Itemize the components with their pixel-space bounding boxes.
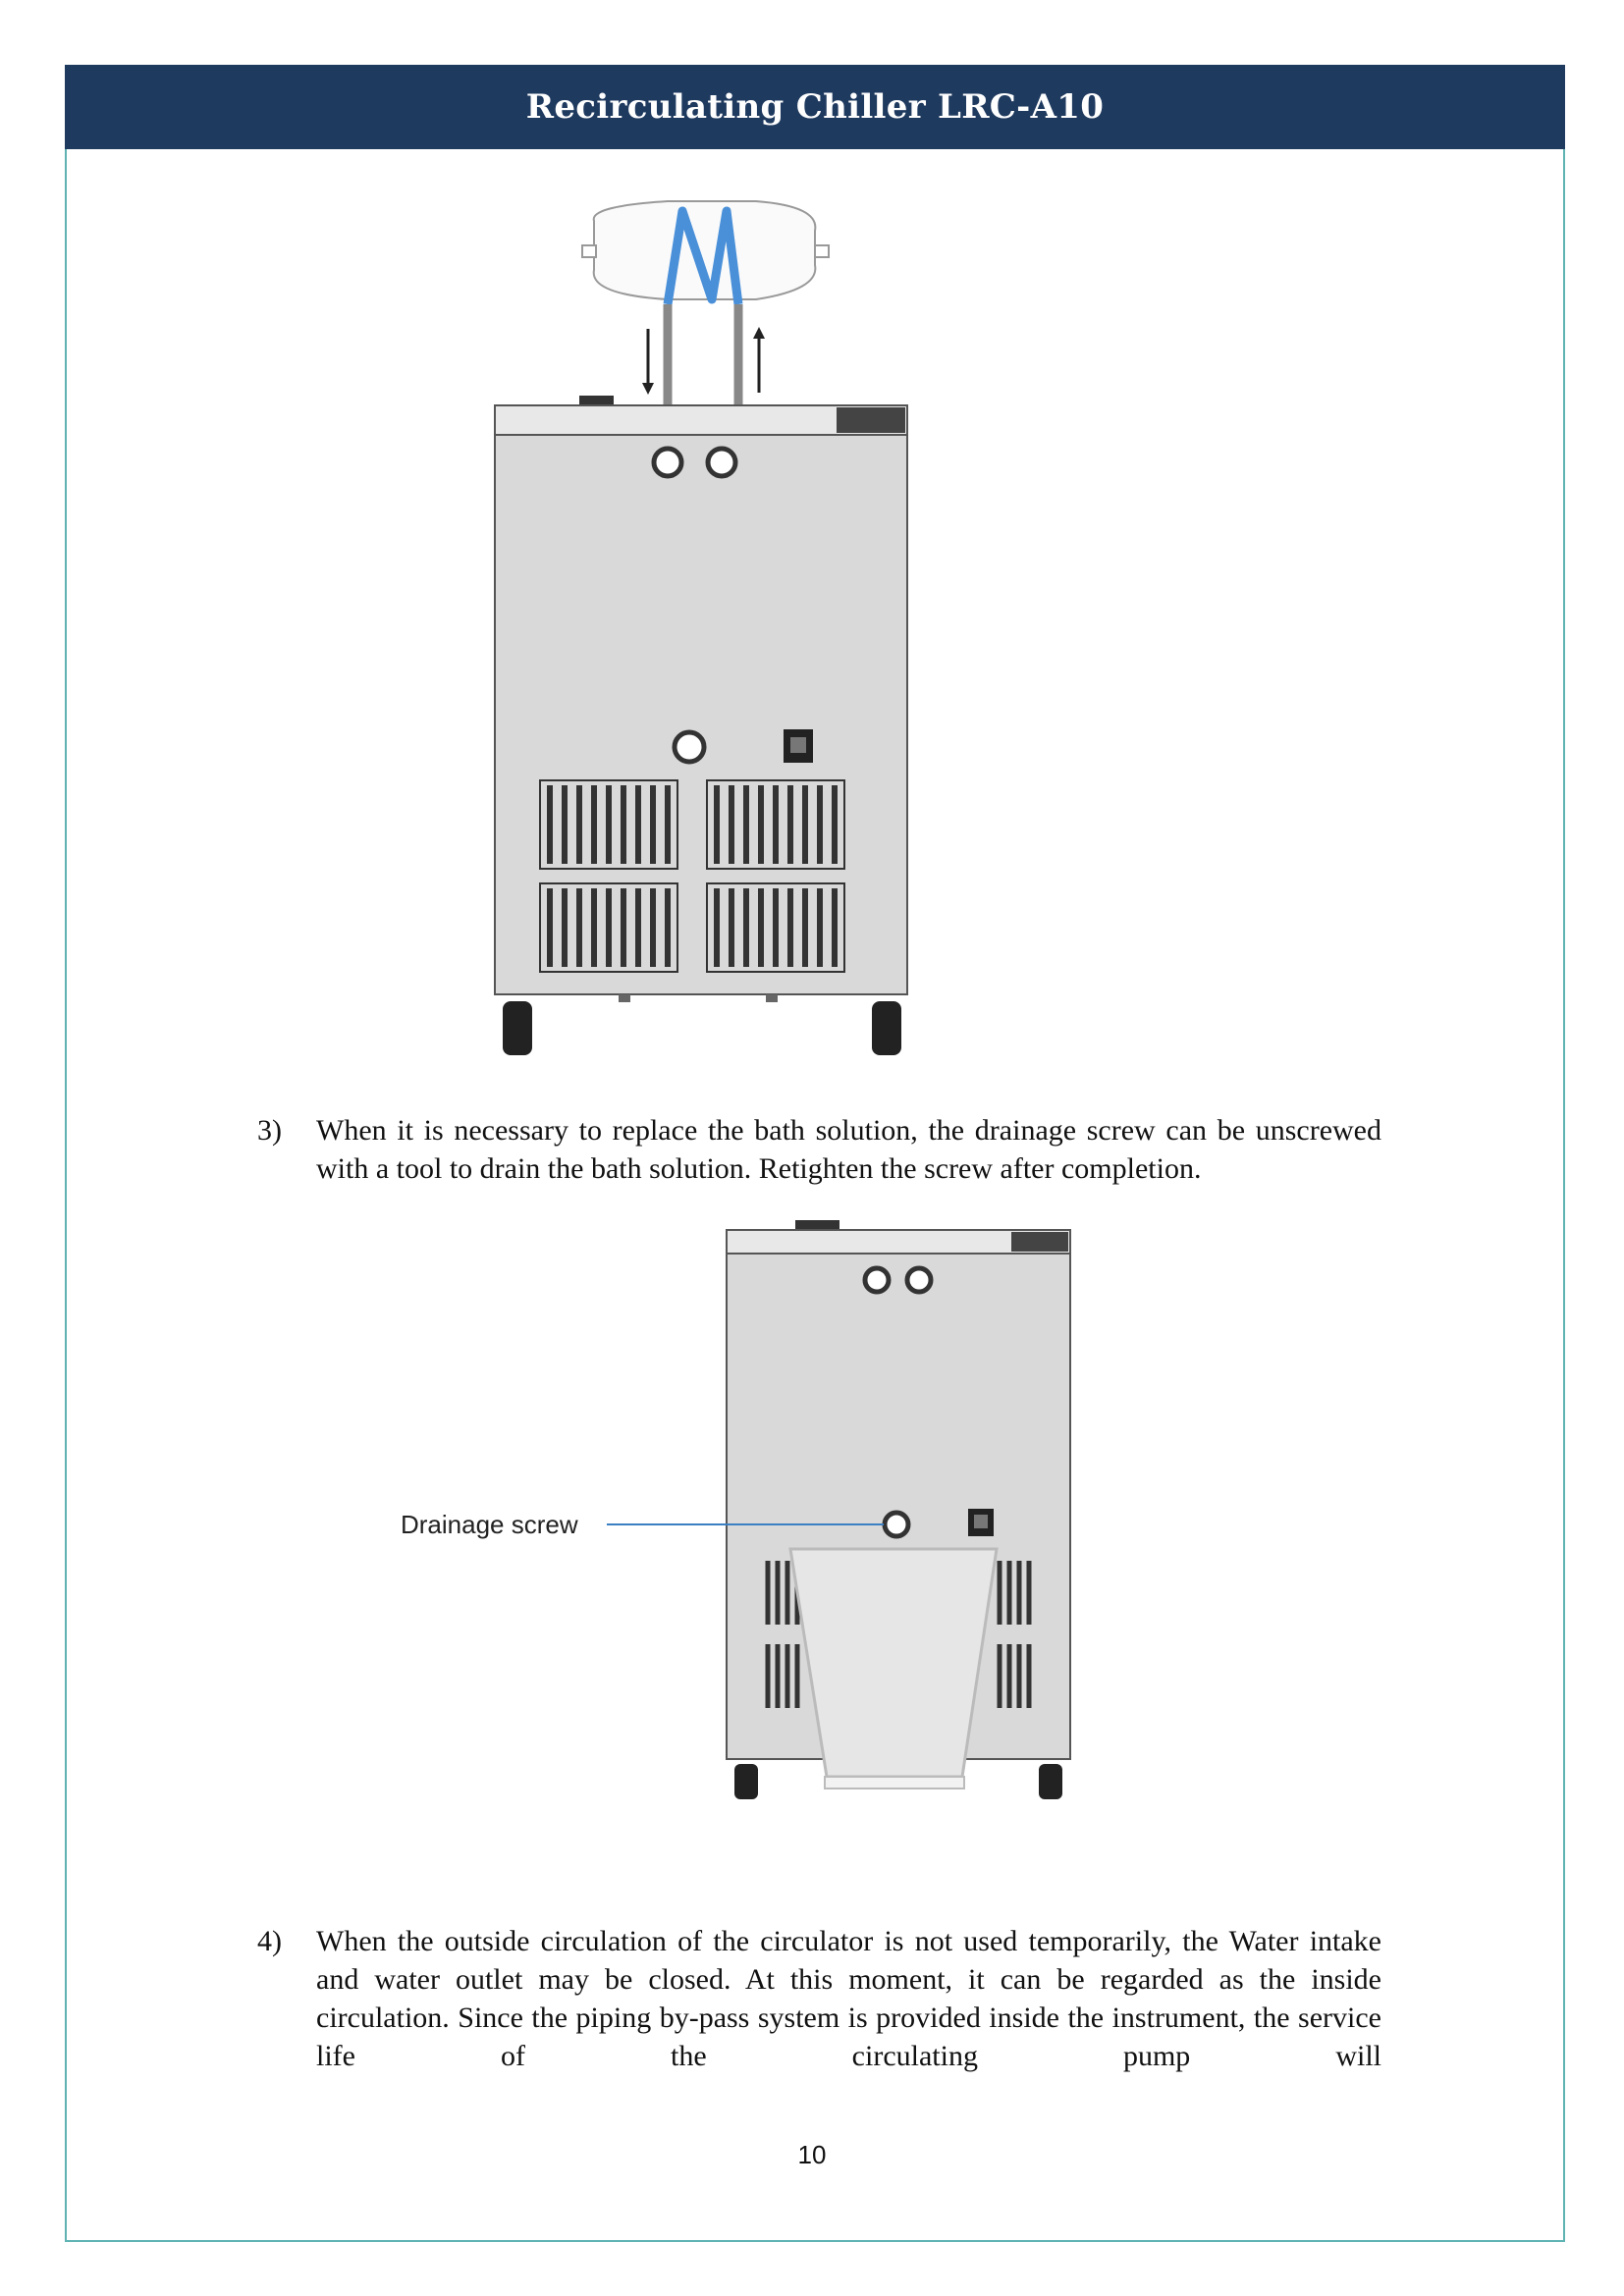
drainage-screw-label: Drainage screw [401, 1510, 578, 1539]
chiller-external-loop-figure [481, 191, 943, 1075]
step-3 [257, 1111, 1381, 1188]
drainage-screw-figure [383, 1212, 1090, 1801]
step-number: 3) [257, 1114, 282, 1147]
page-header [65, 65, 1565, 149]
step-text: When the outside circulation of the circulator is not used temporarily, the Water intake and water outlet may be closed. At this moment, it can be regarded as the inside circulation. Since the piping by-pass system is provided inside the instrument, the service life of the circulating pump will [316, 1925, 1381, 2072]
step-4 [257, 1922, 1381, 2075]
step-number: 4) [257, 1925, 282, 1957]
step-text: When it is necessary to replace the bath solution, the drainage screw can be unscrewed with a tool to drain the bath solution. Retighten the screw after completion. [316, 1114, 1381, 1185]
page-number: 10 [797, 2140, 827, 2169]
page-title: Recirculating Chiller LRC-A10 [525, 87, 1105, 127]
